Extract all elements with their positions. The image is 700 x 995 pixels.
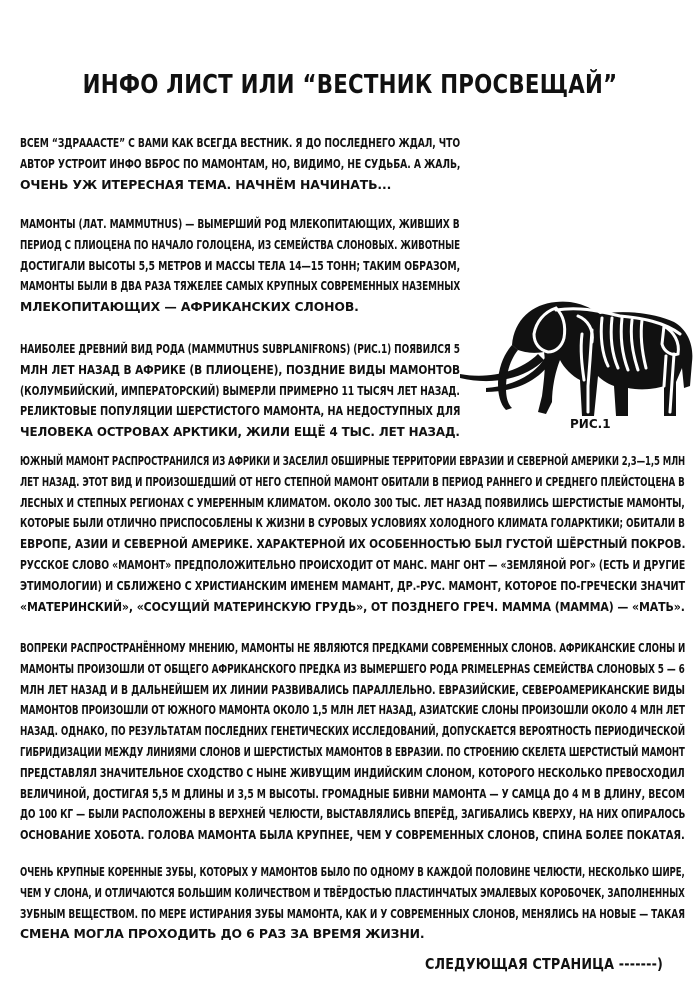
text-line: ЮЖНЫЙ МАМОНТ РАСПРОСТРАНИЛСЯ ИЗ АФРИКИ И ЗАСЕЛИЛ ОБШИРНЫЕ ТЕРРИТОРИИ ЕВРАЗИИ И СЕВЕРНОЙ АМЕРИКИ 2,3—1,5 МЛН xyxy=(20,453,686,468)
bold-term: СЕМЕЙСТВА СЛОНОВЫХ xyxy=(274,236,395,252)
definition-paragraph xyxy=(20,214,460,318)
text-line: РУССКОЕ СЛОВО «МАМОНТ» ПРЕДПОЛОЖИТЕЛЬНО ПРОИСХОДИТ ОТ МАНС. МАНГ ОНТ — «ЗЕМЛЯНОЙ РОГ» (ЕСТЬ И ДРУГИЕ xyxy=(20,556,686,572)
text-line: МАМОНТОВ ПРОИЗОШЛИ ОТ ЮЖНОГО МАМОНТА ОКОЛО 1,5 МЛН ЛЕТ НАЗАД, АЗИАТСКИЕ СЛОНЫ ПРОИЗОШЛИ ОКОЛО 4 МЛН ЛЕТ xyxy=(20,702,685,718)
text-line: ЛЕТ НАЗАД. ЭТОТ ВИД И ПРОИЗОШЕДШИЙ ОТ НЕГО СТЕПНОЙ МАМОНТ ОБИТАЛИ В ПЕРИОД РАННЕГО И СРЕДНЕГО ПЛЕЙСТОЦЕНА В xyxy=(20,473,685,489)
text-line: КОТОРЫЕ БЫЛИ ОТЛИЧНО ПРИСПОСОБЛЕНЫ К ЖИЗНИ В СУРОВЫХ УСЛОВИЯХ ХОЛОДНОГО КЛИМАТА ГОЛАРКТИКИ; ОБИТАЛИ В xyxy=(20,515,685,531)
teeth-paragraph xyxy=(20,862,685,945)
text-line: «МАТЕРИНСКИЙ», «СОСУЩИЙ МАТЕРИНСКУЮ ГРУДЬ», ОТ ПОЗДНЕГО ГРЕЧ. ΜΑΜΜΑ (МАММА) — «МАТЬ». xyxy=(20,598,685,614)
text-line: МЛЕКОПИТАЮЩИХ — АФРИКАНСКИХ СЛОНОВ. xyxy=(20,299,359,315)
page-title: ИНФО ЛИСТ ИЛИ “ВЕСТНИК ПРОСВЕЩАЙ” xyxy=(82,70,618,100)
mammoth-skeleton-icon xyxy=(452,290,700,420)
text-line: НАЗАД. ОДНАКО, ПО РЕЗУЛЬТАТАМ ПОСЛЕДНИХ ГЕНЕТИЧЕСКИХ ИССЛЕДОВАНИЙ, ДОПУСКАЕТСЯ ВЕРОЯТНОСТЬ ПЕРИОДИЧЕСКОЙ xyxy=(20,723,685,739)
text-line-with-bold xyxy=(20,235,461,256)
text-line: ЧЕЛОВЕКА ОСТРОВАХ АРКТИКИ, ЖИЛИ ЕЩЁ 4 ТЫС. ЛЕТ НАЗАД. xyxy=(20,424,460,440)
text-line: ВСЕМ “ЗДРАААСТЕ” С ВАМИ КАК ВСЕГДА ВЕСТНИК. Я ДО ПОСЛЕДНЕГО ЖДАЛ, ЧТО xyxy=(20,135,461,150)
text-line: ОСНОВАНИЕ ХОБОТА. ГОЛОВА МАМОНТА БЫЛА КРУПНЕЕ, ЧЕМ У СОВРЕМЕННЫХ СЛОНОВ, СПИНА БОЛЕЕ ПОКАТАЯ. xyxy=(20,827,685,843)
text-line: ВОПРЕКИ РАСПРОСТРАНЁННОМУ МНЕНИЮ, МАМОНТЫ НЕ ЯВЛЯЮТСЯ ПРЕДКАМИ СОВРЕМЕННЫХ СЛОНОВ. АФРИКАНСКИЕ СЛОНЫ И xyxy=(20,640,686,655)
text-line: НАИБОЛЕЕ ДРЕВНИЙ ВИД РОДА (MAMMUTHUS SUBPLANIFRONS) (РИС.1) ПОЯВИЛСЯ 5 xyxy=(20,341,460,356)
text-line: ЕВРОПЕ, АЗИИ И СЕВЕРНОЙ АМЕРИКЕ. ХАРАКТЕРНОЙ ИХ ОСОБЕННОСТЬЮ БЫЛ ГУСТОЙ ШЁРСТНЫЙ ПОКРОВ. xyxy=(20,536,686,552)
text-line: ЛЕСНЫХ И СТЕПНЫХ РЕГИОНАХ С УМЕРЕННЫМ КЛИМАТОМ. ОКОЛО 300 ТЫС. ЛЕТ НАЗАД ПОЯВИЛИСЬ ШЕРСТИСТЫЕ МАМОНТЫ, xyxy=(20,494,685,510)
text-line: (КОЛУМБИЙСКИЙ, ИМПЕРАТОРСКИЙ) ВЫМЕРЛИ ПРИМЕРНО 11 ТЫСЯЧ ЛЕТ НАЗАД. xyxy=(20,382,460,398)
text-line: ЗУБНЫМ ВЕЩЕСТВОМ. ПО МЕРЕ ИСТИРАНИЯ ЗУБЫ МАМОНТА, КАК И У СОВРЕМЕННЫХ СЛОНОВ, МЕНЯЛИСЬ НА НОВЫЕ — ТАКАЯ xyxy=(20,905,685,921)
distribution-paragraph xyxy=(20,451,685,617)
text-line: ЭТИМОЛОГИИ) И СБЛИЖЕНО С ХРИСТИАНСКИМ ИМЕНЕМ МАМАНТ, ДР.-РУС. МАМОНТ, КОТОРОЕ ПО-ГРЕЧЕСКИ ЗНАЧИТ xyxy=(20,577,686,593)
text-line: МЛН ЛЕТ НАЗАД И В ДАЛЬНЕЙШЕМ ИХ ЛИНИИ РАЗВИВАЛИСЬ ПАРАЛЛЕЛЬНО. ЕВРАЗИЙСКИЕ, СЕВЕРОАМЕРИКАНСКИЕ ВИДЫ xyxy=(20,681,685,697)
text-line: МЛН ЛЕТ НАЗАД В АФРИКЕ (В ПЛИОЦЕНЕ), ПОЗДНИЕ ВИДЫ МАМОНТОВ xyxy=(20,361,461,377)
history-paragraph xyxy=(20,339,460,443)
text-line: ДО 100 КГ — БЫЛИ РАСПОЛОЖЕНЫ В ВЕРХНЕЙ ЧЕЛЮСТИ, ВЫСТАВЛЯЛИСЬ ВПЕРЁД, ЗАГИБАЛИСЬ КВЕРХУ, НА НИХ ОПИРАЛОСЬ xyxy=(20,806,686,822)
text-line: ДОСТИГАЛИ ВЫСОТЫ 5,5 МЕТРОВ И МАССЫ ТЕЛА 14—15 ТОНН; ТАКИМ ОБРАЗОМ, xyxy=(20,257,461,273)
text-line: ОЧЕНЬ КРУПНЫЕ КОРЕННЫЕ ЗУБЫ, КОТОРЫХ У МАМОНТОВ БЫЛО ПО ОДНОМУ В КАЖДОЙ ПОЛОВИНЕ ЧЕЛЮСТИ, НЕСКОЛЬКО ШИРЕ, xyxy=(20,864,685,879)
next-page-link[interactable]: СЛЕДУЮЩАЯ СТРАНИЦА -------) xyxy=(425,955,664,973)
mammoth-figure xyxy=(452,290,700,420)
text-line: РЕЛИКТОВЫЕ ПОПУЛЯЦИИ ШЕРСТИСТОГО МАМОНТА, НА НЕДОСТУПНЫХ ДЛЯ xyxy=(20,403,461,419)
text-line: МАМОНТЫ ПРОИЗОШЛИ ОТ ОБЩЕГО АФРИКАНСКОГО ПРЕДКА ИЗ ВЫМЕРШЕГО РОДА PRIMELEPHAS СЕМЕЙСТВА СЛОНОВЫХ 5 — 6 xyxy=(20,660,685,676)
text-line: ПРЕДСТАВЛЯЛ ЗНАЧИТЕЛЬНОЕ СХОДСТВО С НЫНЕ ЖИВУЩИМ ИНДИЙСКИМ СЛОНОМ, КОТОРОГО НЕСКОЛЬКО ПРЕВОСХОДИЛ xyxy=(20,764,685,780)
text-line: МАМОНТЫ (ЛАТ. MAMMUTHUS) — ВЫМЕРШИЙ РОД МЛЕКОПИТАЮЩИХ, ЖИВШИХ В xyxy=(20,216,460,231)
text-line: ВЕЛИЧИНОЙ, ДОСТИГАЯ 5,5 М ДЛИНЫ И 3,5 М ВЫСОТЫ. ГРОМАДНЫЕ БИВНИ МАМОНТА — У САМЦА ДО 4 М В ДЛИНУ, ВЕСОМ xyxy=(20,785,685,801)
figure-caption: РИС.1 xyxy=(570,417,611,431)
text-line: АВТОР УСТРОИТ ИНФО ВБРОС ПО МАМОНТАМ, НО, ВИДИМО, НЕ СУДЬБА. А ЖАЛЬ, xyxy=(20,155,461,171)
text-line: МАМОНТЫ БЫЛИ В ДВА РАЗА ТЯЖЕЛЕЕ САМЫХ КРУПНЫХ СОВРЕМЕННЫХ НАЗЕМНЫХ xyxy=(20,278,461,294)
text-fragment: ПЕРИОД С ПЛИОЦЕНА ПО НАЧАЛО ГОЛОЦЕНА, ИЗ xyxy=(20,236,275,252)
evolution-paragraph xyxy=(20,638,685,846)
text-line: СМЕНА МОГЛА ПРОХОДИТЬ ДО 6 РАЗ ЗА ВРЕМЯ ЖИЗНИ. xyxy=(20,926,425,942)
intro-paragraph xyxy=(20,133,460,195)
text-line: ГИБРИДИЗАЦИИ МЕЖДУ ЛИНИЯМИ СЛОНОВ И ШЕРСТИСТЫХ МАМОНТОВ В ЕВРАЗИИ. ПО СТРОЕНИЮ СКЕЛЕТА ШЕРСТИСТЫЙ МАМОНТ xyxy=(20,743,685,759)
text-line: ОЧЕНЬ УЖ ИТЕРЕСНАЯ ТЕМА. НАЧНЁМ НАЧИНАТЬ... xyxy=(20,176,392,192)
text-fragment: . ЖИВОТНЫЕ xyxy=(394,236,461,252)
text-line: ЧЕМ У СЛОНА, И ОТЛИЧАЮТСЯ БОЛЬШИМ КОЛИЧЕСТВОМ И ТВЁРДОСТЬЮ ПЛАСТИНЧАТЫХ ЭМАЛЕВЫХ КОРОБОЧЕК, ЗАПОЛНЕННЫХ xyxy=(20,884,685,900)
